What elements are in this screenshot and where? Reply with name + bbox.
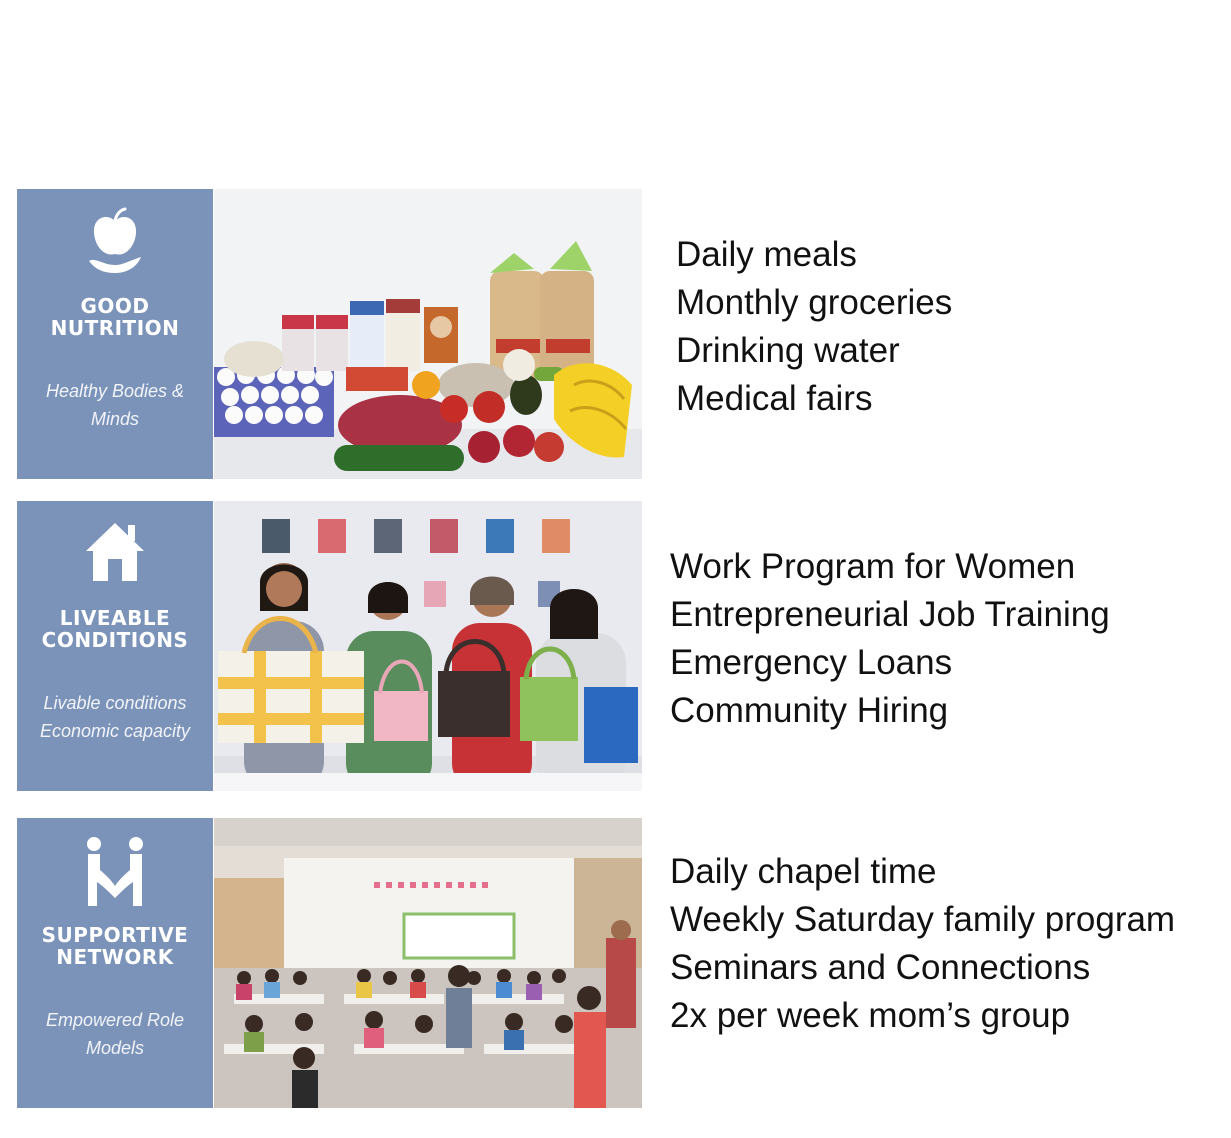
list-item: Emergency Loans <box>670 643 953 682</box>
pillar-title-line: LIVEABLE <box>59 606 171 630</box>
list-item: Medical fairs <box>676 379 873 418</box>
pillar-subtitle <box>25 689 205 745</box>
pillar-card <box>17 818 213 1108</box>
pillar-title-line: SUPPORTIVE <box>41 923 189 947</box>
service-list <box>670 848 1175 1138</box>
classroom-children-photo <box>214 818 642 1108</box>
service-list <box>670 543 1110 833</box>
pillar-row-network <box>17 818 1227 1108</box>
women-with-woven-bags-photo <box>214 501 642 791</box>
list-item: Weekly Saturday family program <box>670 900 1176 939</box>
list-item: Drinking water <box>676 331 900 370</box>
groceries-photo <box>214 189 642 479</box>
pillar-subtitle-line: Healthy Bodies & <box>45 381 185 401</box>
apple-in-hand-icon <box>17 207 213 277</box>
pillar-title-line: NUTRITION <box>50 316 180 340</box>
pillar-card <box>17 189 213 479</box>
pillar-subtitle-line: Models <box>85 1038 145 1058</box>
list-item: Seminars and Connections <box>670 948 1091 987</box>
pillar-title-line: GOOD <box>80 294 150 318</box>
list-item: Daily meals <box>676 235 857 274</box>
list-item: Daily chapel time <box>670 852 937 891</box>
list-item: Entrepreneurial Job Training <box>670 595 1110 634</box>
list-item: Community Hiring <box>670 691 949 730</box>
pillar-title-line: NETWORK <box>56 945 174 969</box>
list-item: 2x per week mom’s group <box>670 996 1071 1035</box>
pillar-title <box>21 295 209 339</box>
pillar-subtitle-line: Empowered Role <box>45 1010 185 1030</box>
list-item: Monthly groceries <box>676 283 953 322</box>
pillar-row-conditions <box>17 501 1227 791</box>
pillar-title <box>21 607 209 651</box>
pillar-row-nutrition <box>17 189 1227 479</box>
house-icon <box>17 519 213 589</box>
pillar-subtitle-line: Livable conditions <box>43 693 187 713</box>
pillar-subtitle-line: Economic capacity <box>39 721 191 741</box>
pillar-title <box>21 924 209 968</box>
pillar-subtitle-line: Minds <box>90 409 139 429</box>
pillar-subtitle <box>25 377 205 433</box>
two-people-holding-hands-icon <box>17 836 213 906</box>
pillar-card <box>17 501 213 791</box>
service-list <box>676 231 952 521</box>
pillar-subtitle <box>25 1006 205 1062</box>
list-item: Work Program for Women <box>670 547 1076 586</box>
pillar-title-line: CONDITIONS <box>41 628 189 652</box>
